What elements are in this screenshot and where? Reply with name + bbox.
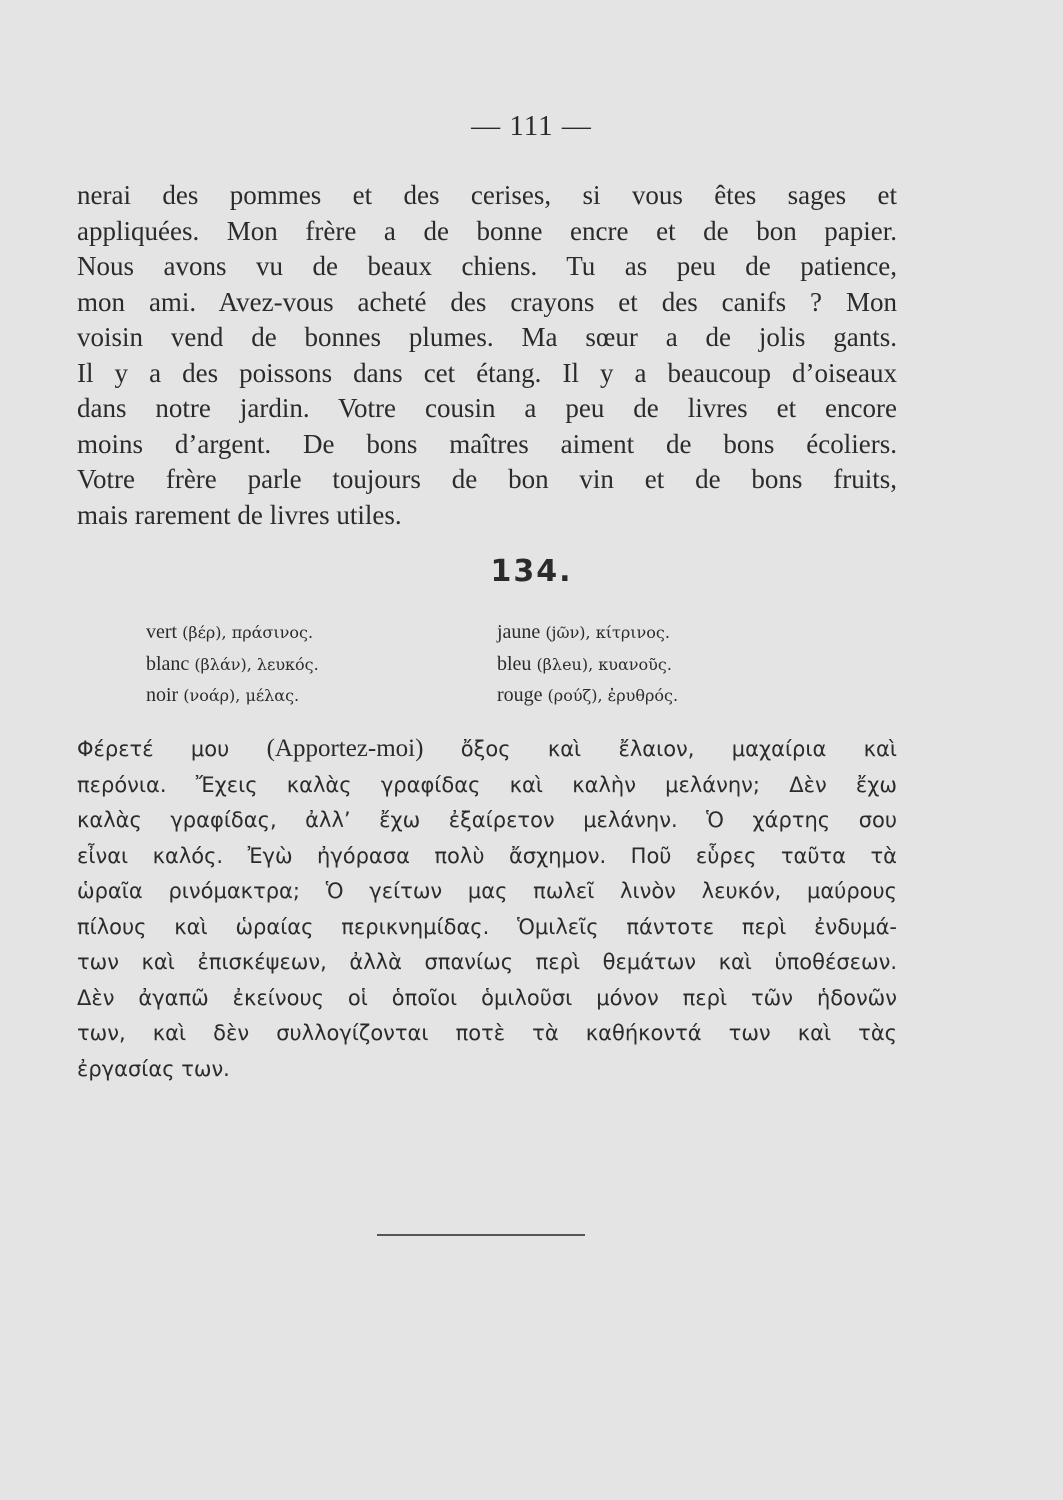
- text-line: appliquées. Mon frère a de bonne encre et de bon papier.: [77, 215, 897, 246]
- exercise-number: 134.: [490, 554, 573, 589]
- text-line: moins d’argent. De bons maîtres aiment de bons écoliers.: [77, 428, 897, 459]
- vocabulary-gloss: (νοάρ), μέλας.: [183, 686, 300, 705]
- vocabulary-word: blanc: [146, 652, 190, 675]
- greek-text: ὄξος καὶ ἔλαιον, μαχαίρια καὶ: [460, 737, 897, 761]
- text-line: mon ami. Avez-vous acheté des crayons et des canifs ? Mon: [77, 286, 897, 317]
- vocabulary-word: jaune: [497, 621, 541, 643]
- vocabulary-word: vert: [146, 621, 178, 643]
- text-line: των, καὶ δὲν συλλογίζονται ποτὲ τὰ καθήκοντά των καὶ τὰς: [77, 1021, 897, 1045]
- vocabulary-entry: [497, 680, 678, 712]
- text-line: ἐργασίας των.: [77, 1056, 230, 1081]
- text-line: εἶναι καλός. Ἐγὼ ἠγόρασα πολὺ ἄσχημον. Ποῦ εὗρες ταῦτα τὰ: [77, 843, 897, 868]
- vocabulary-entry: [146, 680, 319, 712]
- french-gloss: (Apportez-moi): [266, 735, 424, 762]
- vocabulary-entry: [146, 649, 319, 681]
- text-line: Δὲν ἀγαπῶ ἐκείνους οἱ ὁποῖοι ὁμιλοῦσι μόνον περὶ τῶν ἡδονῶν: [77, 985, 897, 1010]
- vocabulary-gloss: (βέρ), πράσινος.: [182, 623, 314, 642]
- greek-text: Φέρετέ μου: [77, 737, 230, 761]
- text-line: καλὰς γραφίδας, ἀλλ’ ἔχω ἐξαίρετον μελάνην. Ὁ χάρτης σου: [77, 808, 897, 832]
- vocabulary-entry: [497, 617, 678, 649]
- text-line: πίλους καὶ ὡραίας περικνημίδας. Ὁμιλεῖς πάντοτε περὶ ἐνδυμά-: [77, 914, 897, 939]
- text-line: dans notre jardin. Votre cousin a peu de livres et encore: [77, 393, 897, 423]
- vocabulary-gloss: (βλάν), λευκός.: [194, 654, 319, 674]
- vocabulary-list-right: [497, 617, 678, 712]
- text-line: nerai des pommes et des cerises, si vous êtes sages et: [77, 180, 897, 210]
- vocabulary-gloss: (ρούζ), ἐρυθρός.: [547, 686, 679, 705]
- vocabulary-list-left: [146, 617, 319, 712]
- text-line: Nous avons vu de beaux chiens. Tu as peu de patience,: [77, 251, 897, 281]
- text-line: περόνια. Ἔχεις καλὰς γραφίδας καὶ καλὴν μελάνην; Δὲν ἔχω: [77, 772, 897, 797]
- vocabulary-word: bleu: [497, 652, 532, 675]
- greek-paragraph: [77, 731, 897, 1087]
- vocabulary-word: rouge: [497, 684, 543, 706]
- vocabulary-entry: [146, 617, 319, 649]
- text-line: mais rarement de livres utiles.: [77, 499, 402, 530]
- text-line: voisin vend de bonnes plumes. Ma sœur a de jolis gants.: [77, 322, 897, 352]
- vocabulary-gloss: (βλeu), κυανοῦς.: [536, 654, 672, 674]
- text-line: των καὶ ἐπισκέψεων, ἀλλὰ σπανίως περὶ θεμάτων καὶ ὑποθέσεων.: [77, 950, 897, 974]
- french-paragraph: [77, 178, 897, 533]
- text-line: Votre frère parle toujours de bon vin et de bons fruits,: [77, 464, 897, 494]
- text-line: Il y a des poissons dans cet étang. Il y a beaucoup d’oiseaux: [77, 357, 897, 388]
- vocabulary-word: noir: [146, 684, 179, 706]
- page-number: — 111 —: [471, 110, 592, 142]
- vocabulary-gloss: (jῶν), κίτρινος.: [545, 623, 670, 642]
- section-divider: [377, 1234, 585, 1236]
- text-line: ὡραῖα ρινόμακτρα; Ὁ γείτων μας πωλεῖ λινὸν λευκόν, μαύρους: [77, 879, 897, 903]
- text-line: [77, 731, 897, 768]
- vocabulary-entry: [497, 649, 678, 681]
